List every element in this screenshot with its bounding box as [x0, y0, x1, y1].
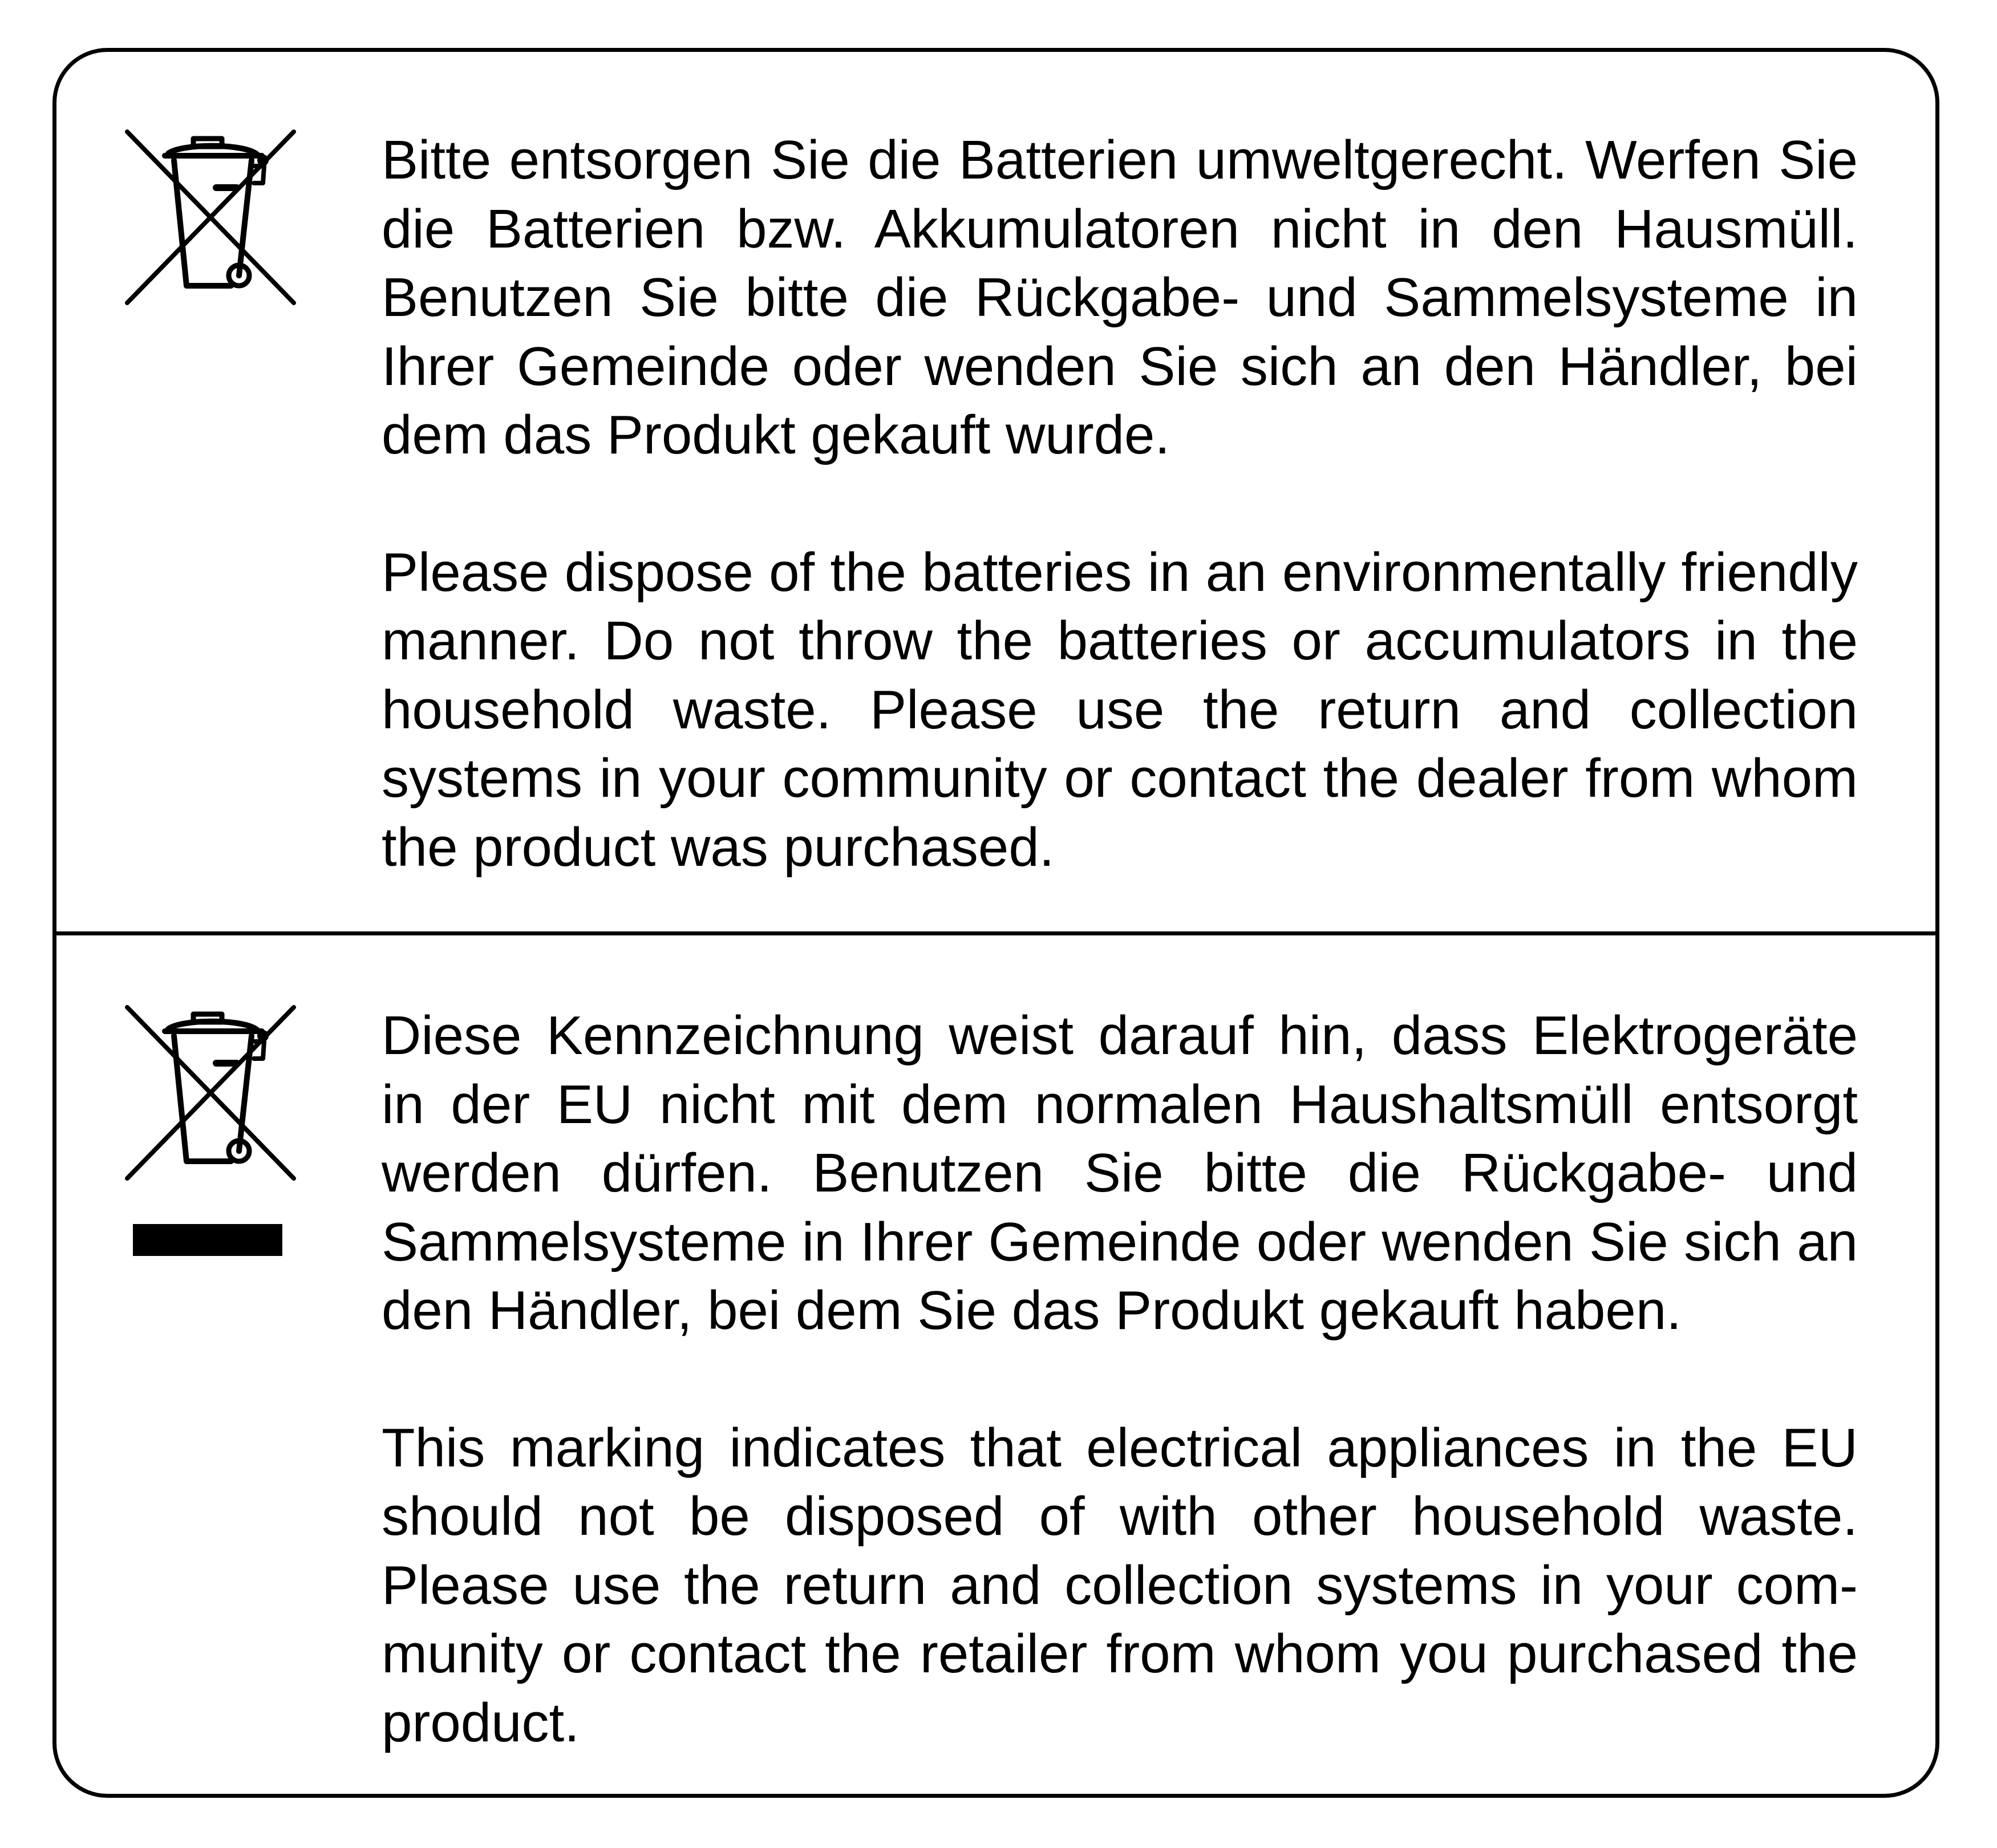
- battery-disposal-notice: [382, 126, 1858, 882]
- crossed-out-wheelie-bin-with-bar-icon: [119, 1002, 302, 1258]
- paragraph-en: Please dispose of the batteries in an environmentally friendly manner. Do not throw the batteries or accumulators in the household waste. Please use the return and collection systems in your community or contact the dealer from whom the product was purchased.: [382, 541, 1858, 878]
- weee-disposal-notice: [382, 1002, 1858, 1757]
- paragraph-de: Bitte entsorgen Sie die Batterien umweltgerecht. Werfen Sie die Batterien bzw. Akkumulatoren nicht in den Hausmüll. Benutzen Sie bitte die Rückgabe- und Sammelsysteme in Ihrer Gemeinde oder wenden Sie sich an den Händler, bei dem das Produkt gekauft wurde.: [382, 129, 1858, 465]
- paragraph-de: Diese Kennzeichnung weist darauf hin, dass Elektrogeräte in der EU nicht mit dem normalen Haushaltsmüll entsorgt werden dürfen. Benutzen Sie bitte die Rückgabe- und Sammelsysteme in Ihrer Gemeinde oder wenden Sie sich an den Händler, bei dem Sie das Produkt gekauft haben.: [382, 1005, 1858, 1341]
- paragraph-en: This marking indicates that electrical appliances in the EU should not be disposed of with other household waste. Please use the return and collection systems in your community or contact the retailer from whom you purchased the product.: [382, 1417, 1858, 1753]
- notice-frame: [52, 48, 1939, 1798]
- crossed-out-wheelie-bin-icon: [119, 126, 302, 309]
- section-divider: [56, 931, 1935, 935]
